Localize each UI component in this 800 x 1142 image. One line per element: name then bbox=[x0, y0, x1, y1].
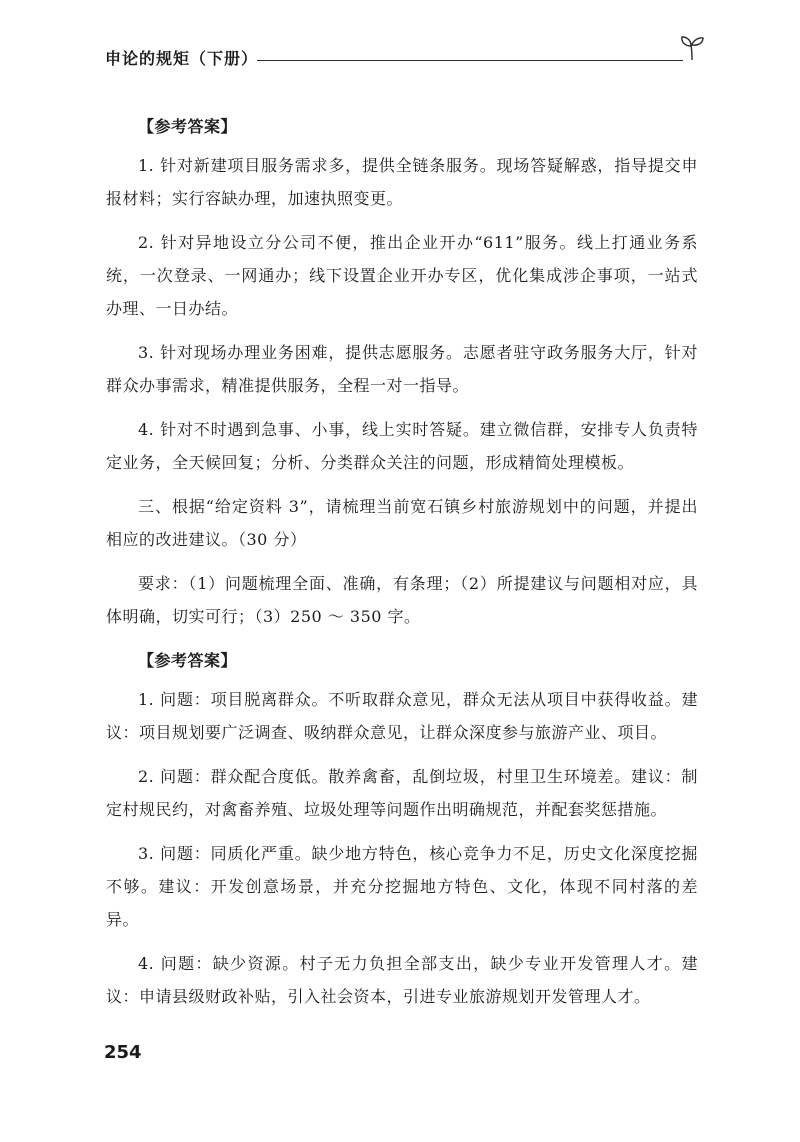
running-header bbox=[105, 46, 705, 76]
question-paragraph: 三、根据“给定资料 3”，请梳理当前宽石镇乡村旅游规划中的问题，并提出相应的改进建议。（30 分） bbox=[106, 497, 698, 549]
section-heading: 【参考答案】 bbox=[138, 117, 238, 136]
answer-paragraph: 2. 问题：群众配合度低。散养禽畜，乱倒垃圾，村里卫生环境差。建议：制定村规民约，对禽畜养殖、垃圾处理等问题作出明确规范，并配套奖惩措施。 bbox=[106, 767, 698, 819]
header-rule bbox=[257, 60, 683, 61]
sprout-icon bbox=[679, 34, 705, 62]
answer-paragraph: 4. 针对不时遇到急事、小事，线上实时答疑。建立微信群，安排专人负责特定业务，全天候回复；分析、分类群众关注的问题，形成精简处理模板。 bbox=[106, 420, 698, 472]
document-body bbox=[106, 110, 698, 1024]
book-title: 申论的规矩（下册） bbox=[105, 49, 259, 68]
section-heading: 【参考答案】 bbox=[138, 651, 238, 670]
answer-paragraph: 1. 问题：项目脱离群众。不听取群众意见，群众无法从项目中获得收益。建议：项目规划要广泛调查、吸纳群众意见，让群众深度参与旅游产业、项目。 bbox=[106, 690, 698, 742]
answer-paragraph: 1. 针对新建项目服务需求多，提供全链条服务。现场答疑解惑，指导提交申报材料；实行容缺办理，加速执照变更。 bbox=[106, 156, 698, 208]
requirements-paragraph: 要求：（1）问题梳理全面、准确，有条理；（2）所提建议与问题相对应，具体明确，切实可行；（3）250 ～ 350 字。 bbox=[106, 574, 698, 626]
answer-paragraph: 3. 针对现场办理业务困难，提供志愿服务。志愿者驻守政务服务大厅，针对群众办事需求，精准提供服务，全程一对一指导。 bbox=[106, 343, 698, 395]
answer-paragraph: 4. 问题：缺少资源。村子无力负担全部支出，缺少专业开发管理人才。建议：申请县级财政补贴，引入社会资本，引进专业旅游规划开发管理人才。 bbox=[106, 954, 698, 1006]
page-number: 254 bbox=[104, 1042, 142, 1063]
answer-paragraph: 2. 针对异地设立分公司不便，推出企业开办“611”服务。线上打通业务系统，一次登录、一网通办；线下设置企业开办专区，优化集成涉企事项，一站式办理、一日办结。 bbox=[106, 233, 698, 318]
answer-paragraph: 3. 问题：同质化严重。缺少地方特色，核心竞争力不足，历史文化深度挖掘不够。建议：开发创意场景，并充分挖掘地方特色、文化，体现不同村落的差异。 bbox=[106, 844, 698, 929]
